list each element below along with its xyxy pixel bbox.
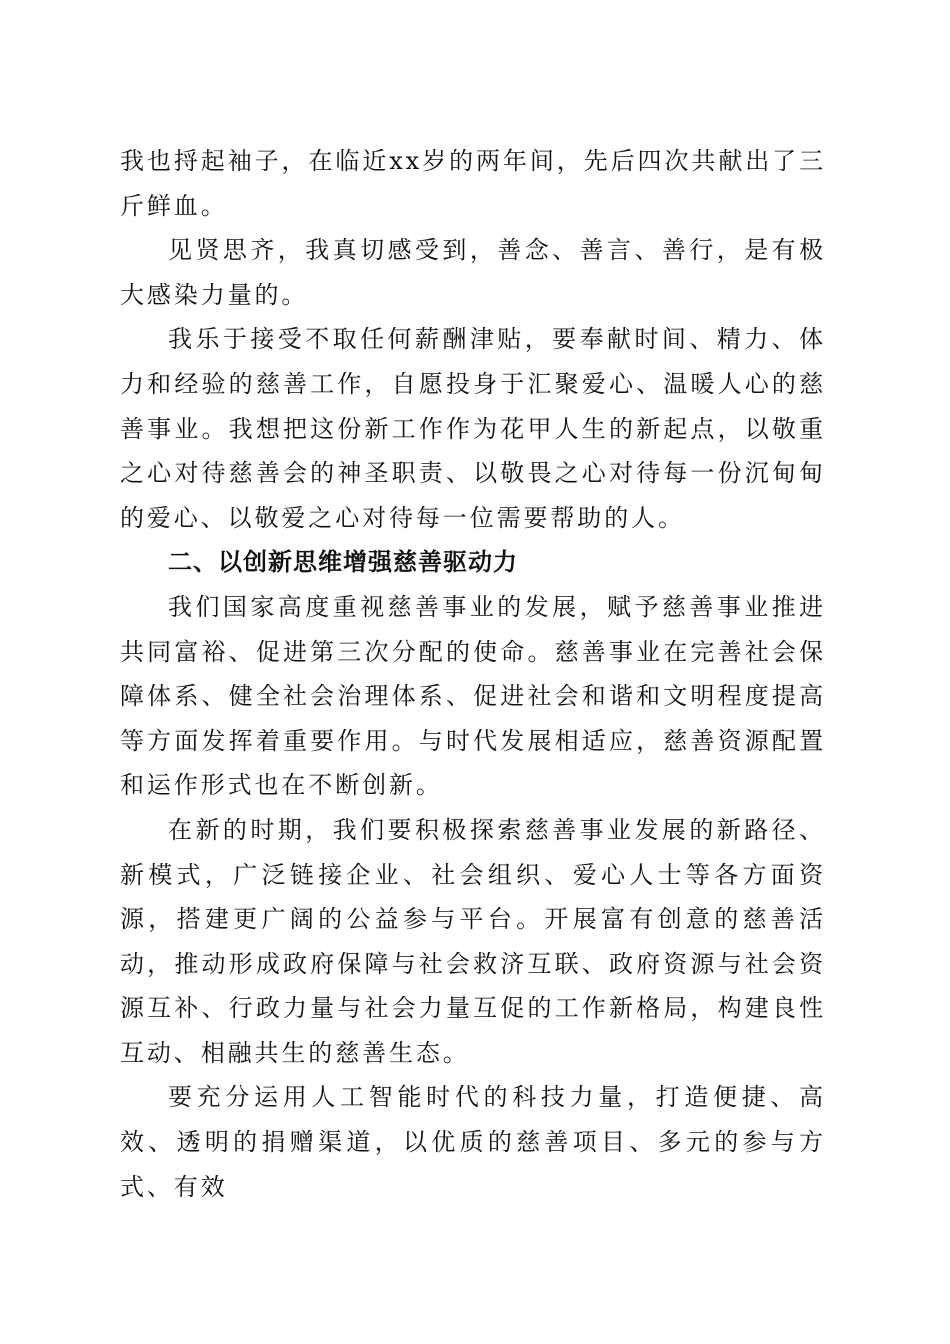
paragraph-blood-donation: 我也捋起袖子，在临近xx岁的两年间，先后四次共献出了三斤鲜血。 xyxy=(120,147,826,220)
document-body xyxy=(120,139,826,1209)
paragraph-new-era: 在新的时期，我们要积极探索慈善事业发展的新路径、新模式，广泛链接企业、社会组织、爱心人士等各方面资源，搭建更广阔的公益参与平台。开展富有创意的慈善活动，推动形成政府保障与社会救济互联、政府资源与社会资源互补、行政力量与社会力量互促的工作新格局，构建良性互动、相融共生的慈善生态。 xyxy=(120,815,826,1067)
paragraph-charity-work: 我乐于接受不取任何薪酬津贴，要奉献时间、精力、体力和经验的慈善工作，自愿投身于汇聚爱心、温暖人心的慈善事业。我想把这份新工作作为花甲人生的新起点，以敬重之心对待慈善会的神圣职责、以敬畏之心对待每一份沉甸甸的爱心、以敬爱之心对待每一位需要帮助的人。 xyxy=(120,325,826,532)
section-heading: 二、以创新思维增强慈善驱动力 xyxy=(168,548,518,577)
paragraph-national-importance: 我们国家高度重视慈善事业的发展，赋予慈善事业推进共同富裕、促进第三次分配的使命。慈善事业在完善社会保障体系、健全社会治理体系、促进社会和谐和文明程度提高等方面发挥着重要作用。与时代发展相适应，慈善资源配置和运作形式也在不断创新。 xyxy=(120,592,826,800)
paragraph-technology: 要充分运用人工智能时代的科技力量，打造便捷、高效、透明的捐赠渠道，以优质的慈善项目、多元的参与方式、有效 xyxy=(120,1083,826,1201)
paragraph-kindness: 见贤思齐，我真切感受到，善念、善言、善行，是有极大感染力量的。 xyxy=(120,236,826,309)
